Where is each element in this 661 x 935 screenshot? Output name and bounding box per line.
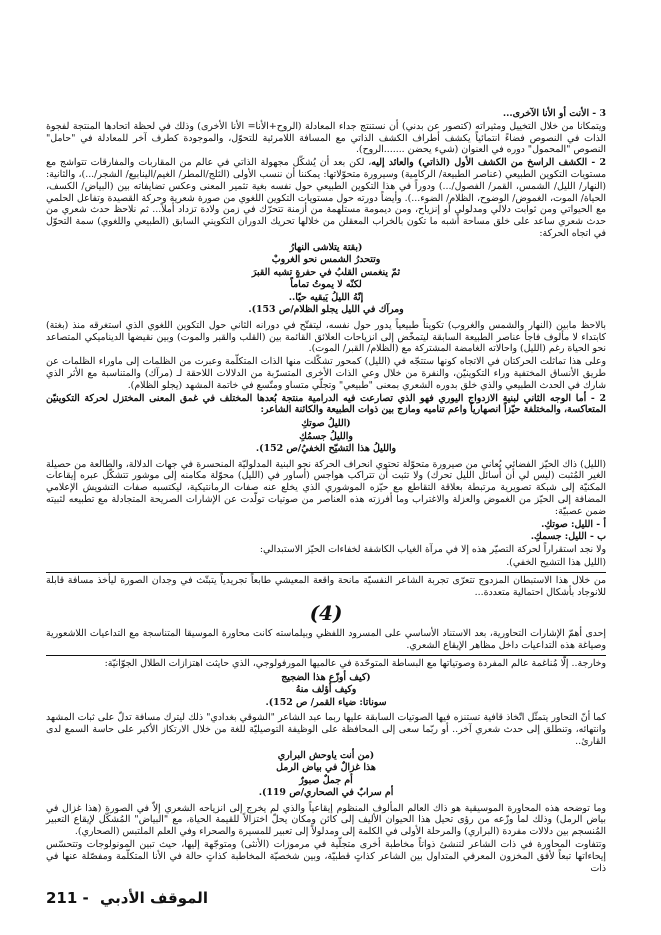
paragraph: من خلال هذا الاستبطان المزدوج تتعرّى تجربة الشاعر النفسيّة مانحة واقعة المعيشي طابعاً تجريدياً يتبتّث في وجدان الصورة ليأخذ مسافة قابلة للانوجاد بأشكال احتمالية متعددة... <box>46 574 606 598</box>
verse-line: والليلُ هذا التشيّح الخفيُ/ص 152). <box>255 443 397 455</box>
paragraph: وتتفاوت المحاورة في ذات الشاعر لتنشئ ذواتاً مخاطبة أخرى متجلّية في مرموزات (الأنثى) ومتوجّهة إليها، حيث تبين المونولوجات وتتحسّس إيحاءاتها تبعاً لأفق المخزون المعرفي المتداول بين الشاعر كذاتٍ قطبيّة، وبين شخصيّة المخاطبة كذاتٍ حالة في الأنا المتكلّمة ومفصّلة عنها في ذات <box>46 839 606 874</box>
verse-line: أم جملٌ صبورٌ <box>299 774 353 786</box>
section-number: (4) <box>309 601 343 626</box>
page-number: - 211 <box>46 889 89 907</box>
list-item: ب - الليل: جسمكِ. <box>530 531 606 543</box>
paragraph: وخارجة.. إلّا مُناغمة عالم المفردة وصوتياتها مع البساطة المتوحّدة في عالميها المورفولوجي، الذي حايثت اهتزازات الطلال الجوّانيّة: <box>104 658 606 669</box>
verse-line: (الليلُ صوتكِ <box>301 418 351 430</box>
paragraph: 2 - الكشف الراسخ من الكشف الأول (الذاتي) والعائد إليه، لكن بعد أن يُشكّل مجهولة الذاتي في عالم من المقاربات والمفارقات تتواشج مع مستويات التكوين الطبيعي (عناصر الطبيعة/ الركامية) وسيرورة متحوّلاتها: يمكننا أن ننسب الأولى (الثلج/المطر/ الغيم/الينابيع/ الشجر/...)، والثانية: (النهار/ الليل/ الشمس، القمر/ الفصول/...) ودوراً في هذا التكوين الطبيعي حول نفسه بغية تثمير المعنى وعكس تضايفاته بين (البياض/ الكسف، الحياة/ الموت، الغموض/ الوضوح، الظلام/ الضوء...). وأيضاً دورته حول مستويات التكوين اللغوي من صورة شعرية وحركة القصيدة وتفاعل الحلمي مع الحيواتي ومن ثوابت دلالي ومدلولي أو إنزياح، ومن ديمومة مستلهمة من أزمنة تتحرّك في زمن ولادة تزداد أملاً... ثم نلاحظ حدث شعري من حدث شعري ساعد على خلق مساحة أشبه ما تكون بالخراب المعقلن من خلالها تحريك الدوران التكويني السابق (الطبيعي واللغوي) سمة التحوّل في اتجاه الحركة: <box>46 157 606 239</box>
page-footer <box>46 889 208 907</box>
paragraph: ولا نجد استقراراً لحركة التصيّر هذه إلا في مرآة الغياب الكاشفة لخفاءات الحيّز الاستبدالي: <box>259 544 606 556</box>
paragraph: ويتمكانا من خلال التخييل ومثيراته (كتصور عن بدني) أن نستنتج جداء المعادلة (الروح+الأنا= الأنا الأخرى) وذلك في لحظة اتحادها المنتجة لفجوة الذات في النصوص فضاءً انتمائياً يكشف أطراف الكشف الذاتي مع المسافة اللامرئية للتحوّل، والموجودة كطرف آخر للمعادلة في "حامل" النصوص "المحمول" دوره في العنوان (شيء يحضن .......الروح). <box>46 120 606 156</box>
list-item: أ - الليل: صوتكِ. <box>541 518 606 530</box>
verse-line: إنّهُ الليلُ يَبقيه حيّا.. <box>288 291 364 303</box>
paragraph: بالاحظ مابين (النهار والشمس والغروب) تكويناً طبيعياً يدور حول نفسه، ليتفتّح في دورانه الثاني حول التكوين اللغوي الذي استغرقه منذ (بغتة) كابتداء لا مألوف فاجأ عناصر الطبيعة السابقة ليتمخّض إلى انزياحات العلائق القائمة بين (القلب والقبر والموت) وبين نقيضها الديناميكي المتصاعد نحو الحياة رغم (الليل) واحالاته الغامضة المشتركة مع (الظلام/ القبر/ الموت). <box>46 319 606 355</box>
article-body <box>46 108 606 875</box>
verse-line: (كيف أوزّع هذا الضجيج <box>281 671 371 683</box>
paragraph: إحدى أهمّ الإشارات التحاورية، بعد الاستناد الأساسي على المسرود اللفظي وبيلماسته كانت محاورة الموسيقا المتناسجة مع التداعيات اللاشعورية وصياغة هذه التداعيات داخل مظاهر الإيقاع الشعري. <box>46 628 606 652</box>
verse-line: هذا غزالٌ في بياض الرمل <box>276 762 376 774</box>
quote: (الليل هذا التشيح الخفي). <box>506 557 606 569</box>
verse-line: لكنّه لا يموتُ تماماً <box>290 279 362 291</box>
verse-line: (بقتة يتلاشى النهارُ <box>289 241 363 253</box>
poem-excerpt-2 <box>46 418 606 456</box>
verse-line: وتتحدرُ الشمس نحو الغروبْ <box>271 254 381 266</box>
verse-line: وكيف أؤلف منهُ <box>295 684 357 696</box>
divider <box>46 572 606 573</box>
verse-line: (من أنت ياوحش البراري <box>277 749 375 761</box>
section-title: 3 - الأنت أو الأنا الآخرى... <box>502 108 606 119</box>
paragraph: وعلى هذا تماثلت الحركتان في الاتجاه كونها ستتجّه في (الليل) كمحور تشكّلت منها الذات المتكلّمة وعبرت من الظلمات إلى ماوراء الظلمات عن طريق الأنساق المختفية وراء التكوينيّن، والنفرة من خلال وعي الذات الأخرى المتسرّبة من الدلالات اللاحقة لـ (مرآك) والمتناسبة مع الأثر الذي شارك في الحدث الطبيعي والذي خلق بدوره الشعري بمعنى "طبيعي" وتجلّي متساو ومتّسع في خاتمة المشهد (يجلو الظلام). <box>46 356 606 391</box>
verse-citation: ومرآك في الليل يجلو الظلام/ص 153). <box>248 304 404 316</box>
verse-line: أم سرابٌ في الصحاري/ص 119). <box>258 787 394 799</box>
journal-title: الموقف الأدبي <box>100 889 208 907</box>
poem-excerpt-3 <box>46 672 606 710</box>
divider <box>46 655 606 656</box>
section-title: 2 - أما الوجه الثاني لبنية الازدواج اليوري فهو الذي تصارعت فيه الدرامية منتجة بُعدها المختلف في غمق المعنى المختزل لحركة التكوينيّن المتعاكسة، والمختلفة حيّزاً انصهارياً واعم تناميه ومازج بين ذوات الطبيعة والكائنة الشاعر: <box>46 392 606 416</box>
paragraph: (الليل) ذاك الحيّز الفضائي يُعاني من صيرورة متحوّلة تحتوي انحراف الحركة نحو البنية المدلوليّة المنحسرة في جهات الدلالة، والطالعة من حصيلة الغير المُثبت (ليس لي أن أسائل الليل تحرك) ولا تثبت أن تتراكب هواجس (أساور في (الليل) محوّلة مكامنه إلى موشور تتشكّل عبره إيقاعات المكنيّة إلى شبكة تصويرية مرتبطة بعلاقة التقاطع مع حيّزه الموشوري الذي يخلع عنه صفات الرمانتيكية، ليكتسبه صفات التشويش الإعلامي المضافة إلى الحيّز من الغموض والعزلة والاغتراب وما أفرزته هذه العناصر من صوتيات تولّدت عن الإشارات الصريحة المتجادلة مع تطبيعه لثبيته ضمن عصبيّة: <box>46 458 606 517</box>
paragraph: كما أنّ التحاور يتمثّل اتّخاذ قافية تستنزه فيها الصوتيات السابقة عليها ربما عبد الشاعر "الشوقي بغدادي" ذلك ليترك مسافة تدلّ على ثبات المشهد وانتهائه، وتنطلق إلى حدث شعري آخر.. أو ربّما سعى إلى المحافظة على الوظيفة التوصيليّة للغة من خلال الارتكاز الأكبر على حاسة السمع لدى القارئ.. <box>46 712 606 747</box>
poem-excerpt-1 <box>46 242 606 317</box>
verse-line: ثمّ ينغمس القلبُ في حفرةٍ تشبه القبرَ <box>251 266 401 278</box>
poem-excerpt-4 <box>46 750 606 800</box>
verse-line: والليلُ جسمُكِ <box>299 430 353 442</box>
verse-citation: سوناتا: ضياء القمر/ ص 152). <box>265 696 387 708</box>
paragraph: وما توضحه هذه المحاورة الموسيقية هو ذاك العالم المألوف المنظوم إيقاعياً والذي لم يخرج إلى انزياحه الشعري إلاّ في الصورة (هذا غزال في بياض الرمل) وذلك لما وزّعه من رؤى تحيل هذا الحيوان الأليف إلى كائن ومكان يحلّ اختزالاً للقيمة الحياة، مع "البياض" المُشكّل لإيقاع التعبير المُنسجم بين دلالات مفردة (البراري) والمرحلة الأولى في الكلمة إلى ومدلولاً إلى تعبير للمسيرة والصحراء وفي العلم الملتبس (الصحاري). <box>46 802 606 838</box>
